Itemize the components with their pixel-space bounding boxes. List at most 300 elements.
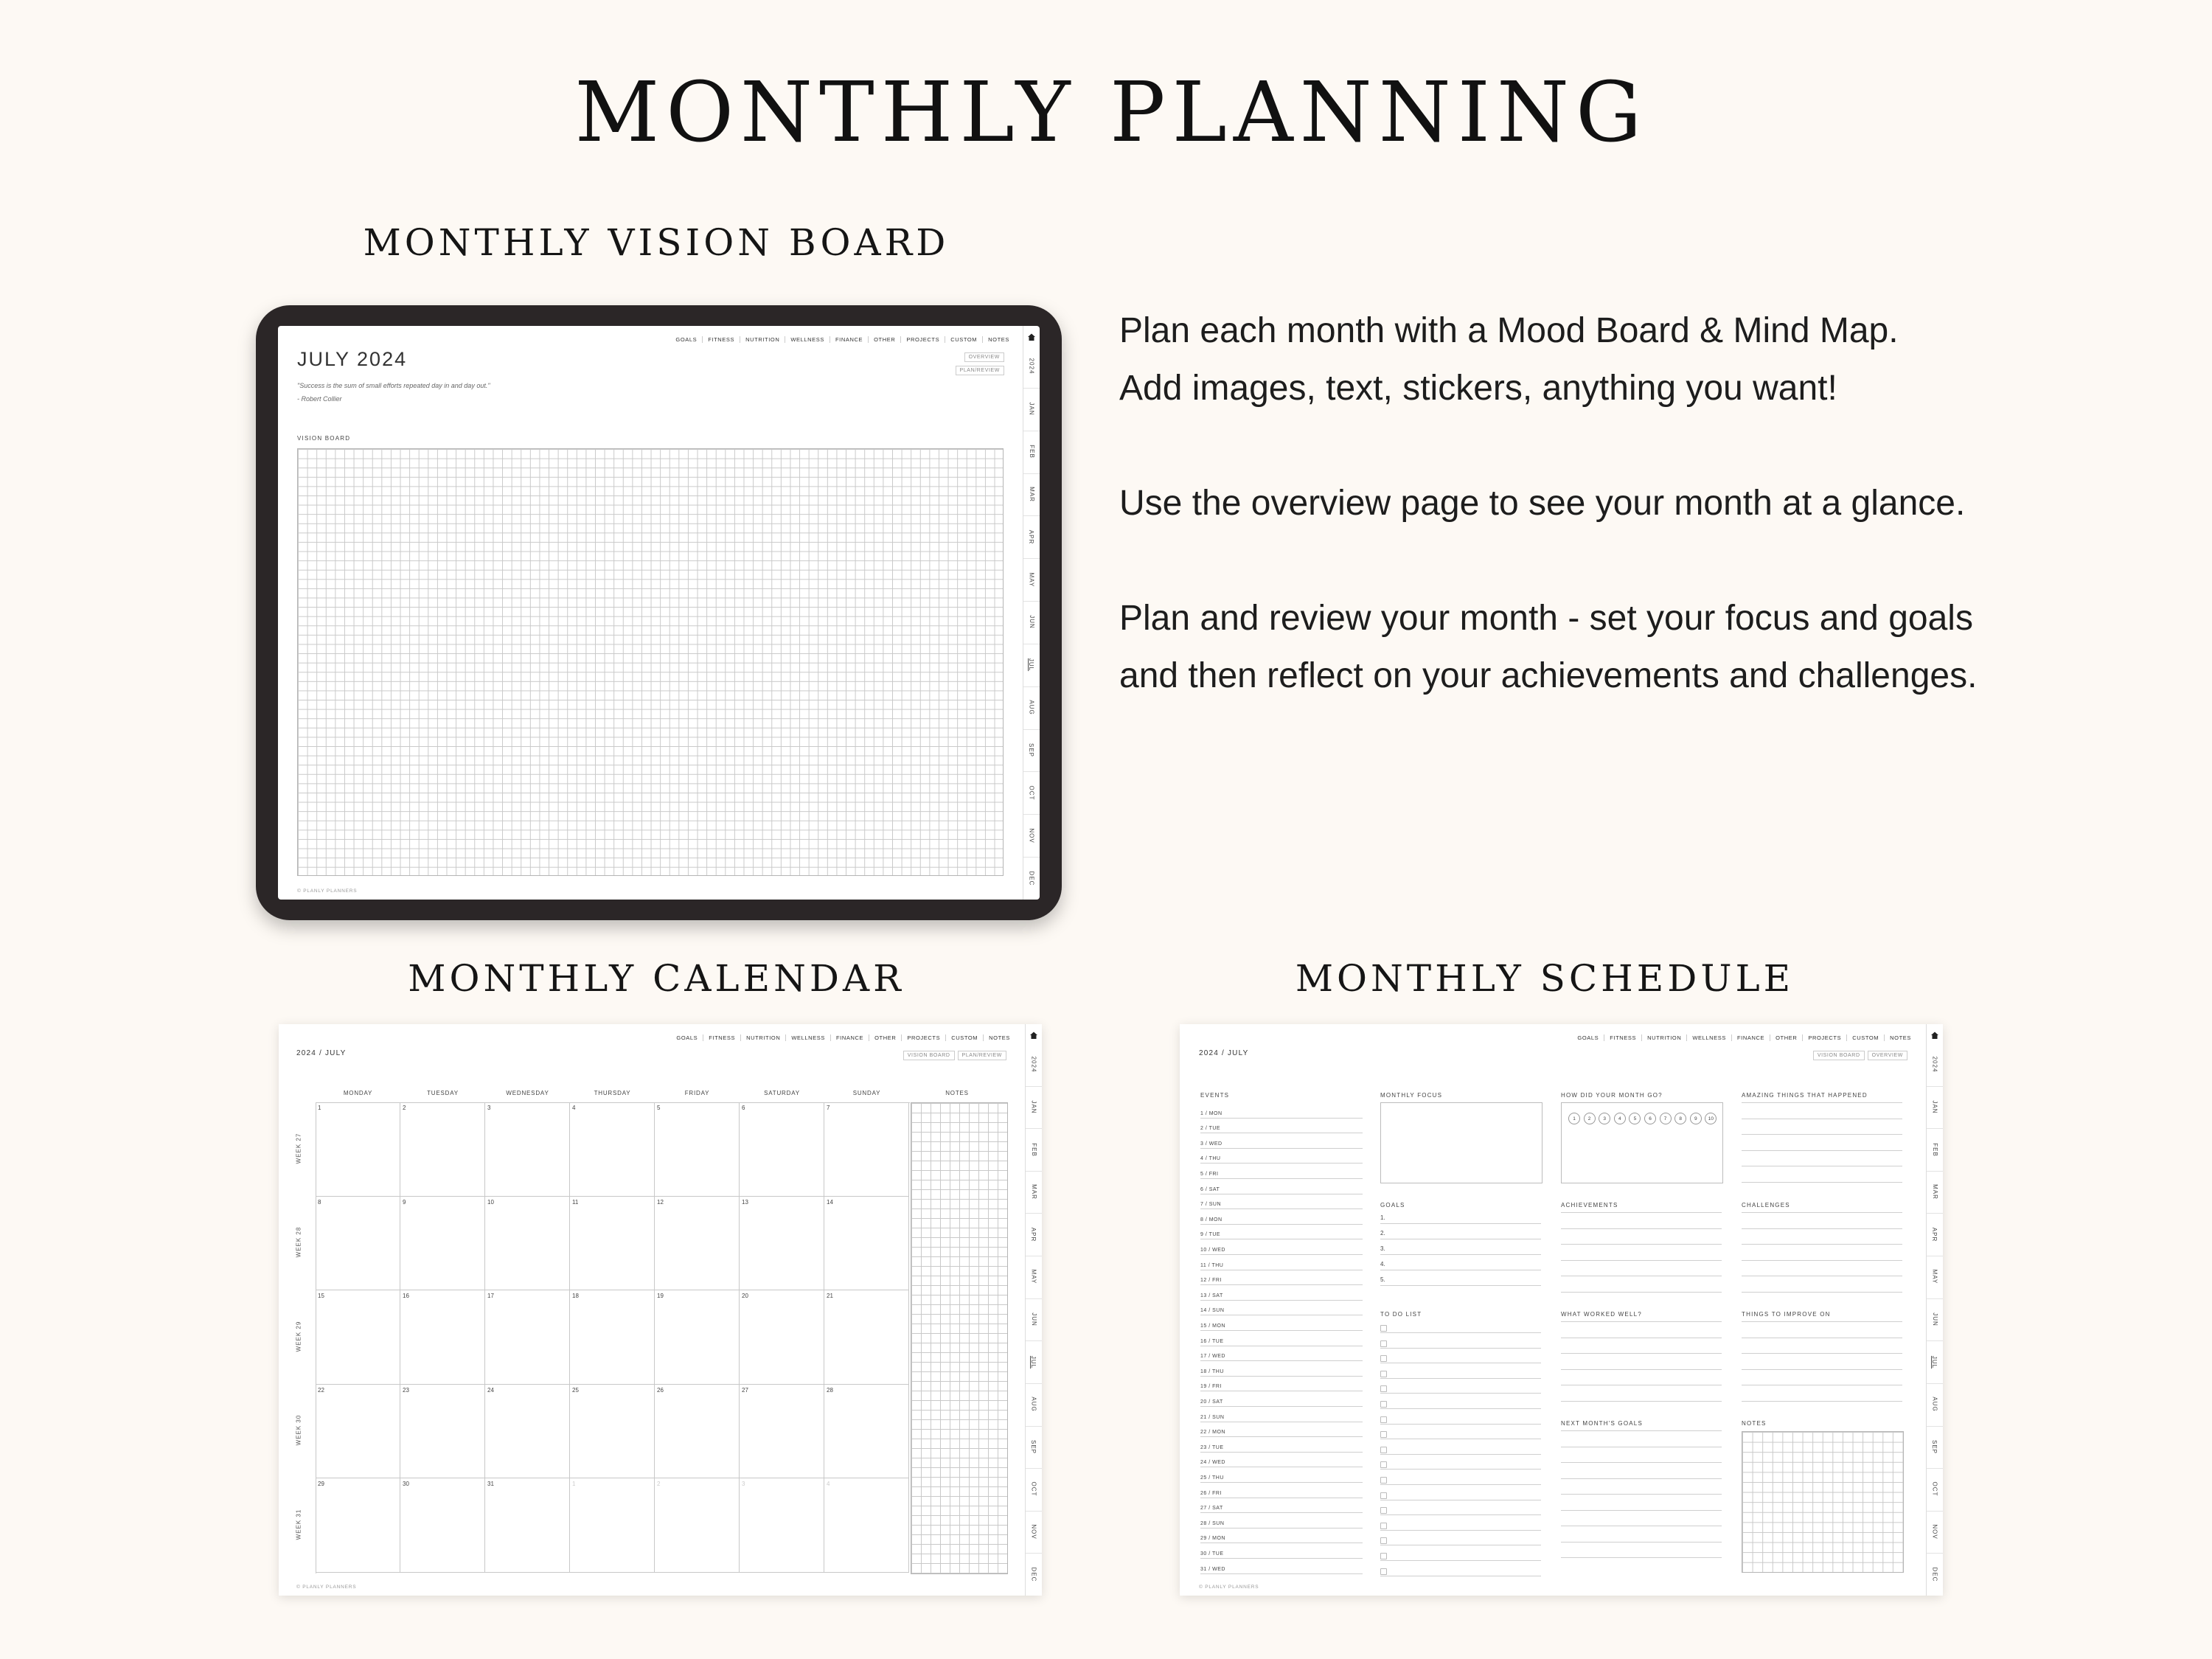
monthly-focus-label: MONTHLY FOCUS bbox=[1380, 1092, 1443, 1099]
improve-line[interactable] bbox=[1742, 1321, 1902, 1322]
side-tab-label: AUG bbox=[1931, 1397, 1938, 1412]
achievement-line[interactable] bbox=[1561, 1212, 1722, 1213]
todo-checkbox[interactable] bbox=[1380, 1568, 1387, 1575]
week-label: WEEK 27 bbox=[295, 1133, 302, 1164]
nav-item-custom[interactable]: CUSTOM bbox=[946, 1034, 984, 1041]
schedule-header: 2024 / JULY bbox=[1199, 1049, 1249, 1057]
todo-checkbox[interactable] bbox=[1380, 1537, 1387, 1544]
day-number: 1 bbox=[572, 1481, 576, 1487]
side-tab-sep[interactable] bbox=[1026, 1426, 1042, 1470]
nav-item-goals[interactable]: GOALS bbox=[671, 1034, 703, 1041]
side-tab-may[interactable] bbox=[1026, 1256, 1042, 1299]
calendar-notes-grid[interactable] bbox=[911, 1102, 1008, 1574]
calendar-day-cell[interactable] bbox=[740, 1197, 824, 1291]
todo-line[interactable] bbox=[1380, 1560, 1541, 1561]
day-number: 31 bbox=[487, 1481, 494, 1487]
calendar-day-cell[interactable] bbox=[485, 1197, 570, 1291]
todo-checkbox[interactable] bbox=[1380, 1477, 1387, 1484]
todo-checkbox[interactable] bbox=[1380, 1447, 1387, 1453]
side-tab-jan[interactable] bbox=[1023, 388, 1040, 431]
day-number: 6 bbox=[742, 1105, 745, 1111]
next-goal-line[interactable] bbox=[1561, 1510, 1722, 1511]
side-tab-jun[interactable] bbox=[1026, 1298, 1042, 1342]
side-tab-jul[interactable] bbox=[1927, 1340, 1943, 1384]
week-label: WEEK 30 bbox=[295, 1414, 302, 1446]
overview-button[interactable]: OVERVIEW bbox=[1868, 1051, 1907, 1060]
side-tab-label: NOV bbox=[1028, 828, 1035, 844]
nav-item-notes[interactable]: NOTES bbox=[989, 1034, 1010, 1041]
month-title: JULY 2024 bbox=[297, 348, 408, 370]
next-goal-line[interactable] bbox=[1561, 1462, 1722, 1463]
day-number: 9 bbox=[403, 1198, 406, 1206]
event-row[interactable] bbox=[1200, 1498, 1363, 1514]
event-row[interactable] bbox=[1200, 1118, 1363, 1134]
side-tab-apr[interactable] bbox=[1026, 1213, 1042, 1256]
event-row[interactable] bbox=[1200, 1254, 1363, 1270]
amazing-line[interactable] bbox=[1742, 1102, 1902, 1103]
todo-line[interactable] bbox=[1380, 1469, 1541, 1470]
achievement-line[interactable] bbox=[1561, 1260, 1722, 1261]
event-row[interactable] bbox=[1200, 1300, 1363, 1316]
event-row[interactable] bbox=[1200, 1208, 1363, 1225]
day-number: 3 bbox=[742, 1481, 745, 1487]
event-date: 7 / SUN bbox=[1200, 1202, 1222, 1208]
todo-checkbox[interactable] bbox=[1380, 1553, 1387, 1559]
event-row[interactable] bbox=[1200, 1376, 1363, 1392]
event-row[interactable] bbox=[1200, 1270, 1363, 1286]
calendar-day-cell[interactable] bbox=[655, 1102, 740, 1197]
todo-checkbox[interactable] bbox=[1380, 1355, 1387, 1362]
side-tab-dec[interactable] bbox=[1927, 1553, 1943, 1596]
side-tab-aug[interactable] bbox=[1927, 1383, 1943, 1427]
side-tab-dec[interactable] bbox=[1026, 1553, 1042, 1596]
nav-item-nutrition[interactable]: NUTRITION bbox=[1642, 1034, 1687, 1041]
side-tab-aug[interactable] bbox=[1026, 1383, 1042, 1427]
side-tab-sep[interactable] bbox=[1927, 1426, 1943, 1470]
home-icon[interactable] bbox=[1029, 1030, 1038, 1039]
todo-line[interactable] bbox=[1380, 1424, 1541, 1425]
goal-line[interactable] bbox=[1380, 1285, 1541, 1286]
event-date: 1 / MON bbox=[1200, 1110, 1222, 1116]
calendar-day-cell[interactable] bbox=[570, 1197, 655, 1291]
day-number: 2 bbox=[403, 1105, 406, 1111]
rating-option[interactable]: 3 bbox=[1599, 1113, 1610, 1124]
nav-item-projects[interactable]: PROJECTS bbox=[1803, 1034, 1847, 1041]
event-row[interactable] bbox=[1200, 1482, 1363, 1498]
calendar-day-cell[interactable] bbox=[485, 1290, 570, 1385]
calendar-day-cell[interactable] bbox=[316, 1197, 400, 1291]
nav-item-finance[interactable]: FINANCE bbox=[830, 336, 869, 343]
rating-option[interactable]: 5 bbox=[1629, 1113, 1641, 1124]
todo-checkbox[interactable] bbox=[1380, 1461, 1387, 1468]
nav-item-projects[interactable]: PROJECTS bbox=[902, 1034, 946, 1041]
side-tab-apr[interactable] bbox=[1927, 1213, 1943, 1256]
desc-line: Plan each month with a Mood Board & Mind Map. bbox=[1119, 311, 1899, 350]
event-row[interactable] bbox=[1200, 1558, 1363, 1574]
calendar-day-cell[interactable] bbox=[824, 1102, 909, 1197]
calendar-day-cell[interactable] bbox=[400, 1478, 485, 1573]
side-tab-feb[interactable] bbox=[1927, 1128, 1943, 1172]
nav-item-fitness[interactable]: FITNESS bbox=[703, 336, 740, 343]
vision-board-button[interactable]: VISION BOARD bbox=[903, 1051, 955, 1060]
calendar-day-cell[interactable] bbox=[740, 1102, 824, 1197]
event-row[interactable] bbox=[1200, 1452, 1363, 1468]
rating-option[interactable]: 7 bbox=[1660, 1113, 1672, 1124]
worked-line[interactable] bbox=[1561, 1353, 1722, 1354]
day-number: 21 bbox=[827, 1293, 833, 1299]
calendar-day-cell[interactable] bbox=[400, 1197, 485, 1291]
todo-checkbox[interactable] bbox=[1380, 1416, 1387, 1423]
event-row[interactable] bbox=[1200, 1102, 1363, 1119]
side-tab-jul[interactable] bbox=[1023, 644, 1040, 687]
todo-checkbox[interactable] bbox=[1380, 1385, 1387, 1392]
event-row[interactable] bbox=[1200, 1512, 1363, 1528]
todo-checkbox[interactable] bbox=[1380, 1507, 1387, 1514]
event-row[interactable] bbox=[1200, 1163, 1363, 1179]
calendar-day-cell[interactable] bbox=[485, 1478, 570, 1573]
schedule-page bbox=[1180, 1024, 1943, 1596]
weekday-header: FRIDAY bbox=[684, 1090, 710, 1096]
side-tab-oct[interactable] bbox=[1927, 1468, 1943, 1512]
side-tab-aug[interactable] bbox=[1023, 686, 1040, 730]
side-tab-label: OCT bbox=[1028, 785, 1035, 801]
achievement-line[interactable] bbox=[1561, 1244, 1722, 1245]
event-date: 23 / TUE bbox=[1200, 1444, 1224, 1450]
amazing-label: AMAZING THINGS THAT HAPPENED bbox=[1742, 1092, 1868, 1099]
rating-option[interactable]: 10 bbox=[1705, 1113, 1717, 1124]
day-number: 14 bbox=[827, 1198, 833, 1206]
side-tab-oct[interactable] bbox=[1023, 771, 1040, 815]
todo-line[interactable] bbox=[1380, 1484, 1541, 1485]
event-row[interactable] bbox=[1200, 1148, 1363, 1164]
next-goal-line[interactable] bbox=[1561, 1542, 1722, 1543]
event-row[interactable] bbox=[1200, 1346, 1363, 1362]
calendar-day-cell[interactable] bbox=[570, 1102, 655, 1197]
day-number: 3 bbox=[487, 1105, 491, 1111]
side-tab-2024[interactable] bbox=[1026, 1043, 1042, 1087]
calendar-day-cell[interactable] bbox=[655, 1197, 740, 1291]
calendar-day-cell[interactable] bbox=[400, 1385, 485, 1479]
nav-item-custom[interactable]: CUSTOM bbox=[1847, 1034, 1885, 1041]
todo-checkbox[interactable] bbox=[1380, 1325, 1387, 1332]
day-number: 4 bbox=[827, 1481, 830, 1487]
nav-item-other[interactable]: OTHER bbox=[1770, 1034, 1803, 1041]
side-tab-sep[interactable] bbox=[1023, 729, 1040, 773]
todo-checkbox[interactable] bbox=[1380, 1401, 1387, 1408]
calendar-page bbox=[279, 1024, 1042, 1596]
event-date: 21 / SUN bbox=[1200, 1414, 1225, 1420]
event-date: 13 / SAT bbox=[1200, 1293, 1223, 1298]
side-tab-apr[interactable] bbox=[1023, 515, 1040, 559]
nav-item-finance[interactable]: FINANCE bbox=[1732, 1034, 1770, 1041]
event-date: 19 / FRI bbox=[1200, 1384, 1222, 1390]
event-row[interactable] bbox=[1200, 1330, 1363, 1346]
side-tab-label: 2024 bbox=[1931, 1056, 1938, 1073]
next-goal-line[interactable] bbox=[1561, 1557, 1722, 1558]
event-row[interactable] bbox=[1200, 1133, 1363, 1149]
improve-line[interactable] bbox=[1742, 1369, 1902, 1370]
tablet-frame bbox=[256, 305, 1062, 920]
day-number: 19 bbox=[657, 1293, 664, 1299]
day-number: 24 bbox=[487, 1386, 494, 1394]
side-tab-label: 2024 bbox=[1030, 1056, 1037, 1073]
todo-line[interactable] bbox=[1380, 1408, 1541, 1409]
day-number: 17 bbox=[487, 1293, 494, 1299]
next-goals-label: NEXT MONTH'S GOALS bbox=[1561, 1420, 1643, 1427]
day-number: 25 bbox=[572, 1386, 579, 1394]
todo-checkbox[interactable] bbox=[1380, 1371, 1387, 1377]
calendar-day-cell[interactable] bbox=[316, 1290, 400, 1385]
challenge-line[interactable] bbox=[1742, 1228, 1902, 1229]
event-row[interactable] bbox=[1200, 1391, 1363, 1407]
nav-item-wellness[interactable]: WELLNESS bbox=[1687, 1034, 1732, 1041]
amazing-line[interactable] bbox=[1742, 1182, 1902, 1183]
side-tab-jan[interactable] bbox=[1026, 1086, 1042, 1130]
side-tab-label: JUL bbox=[1028, 658, 1035, 672]
vision-board-label: VISION BOARD bbox=[297, 435, 351, 442]
todo-line[interactable] bbox=[1380, 1514, 1541, 1515]
todo-line[interactable] bbox=[1380, 1454, 1541, 1455]
side-tab-feb[interactable] bbox=[1023, 431, 1040, 474]
event-date: 20 / SAT bbox=[1200, 1399, 1223, 1405]
amazing-line[interactable] bbox=[1742, 1134, 1902, 1135]
challenge-line[interactable] bbox=[1742, 1292, 1902, 1293]
home-icon[interactable] bbox=[1930, 1030, 1939, 1039]
todo-checkbox[interactable] bbox=[1380, 1431, 1387, 1438]
side-tab-label: MAR bbox=[1931, 1184, 1938, 1200]
goal-number: 4. bbox=[1380, 1261, 1385, 1267]
calendar-day-cell[interactable] bbox=[570, 1385, 655, 1479]
side-tab-nov[interactable] bbox=[1927, 1511, 1943, 1554]
nav-item-nutrition[interactable]: NUTRITION bbox=[740, 336, 785, 343]
plan-review-button[interactable]: PLAN/REVIEW bbox=[958, 1051, 1006, 1060]
event-row[interactable] bbox=[1200, 1360, 1363, 1377]
day-number: 12 bbox=[657, 1198, 664, 1206]
event-row[interactable] bbox=[1200, 1284, 1363, 1301]
side-tab-label: AUG bbox=[1030, 1397, 1037, 1412]
goal-line[interactable] bbox=[1380, 1254, 1541, 1255]
event-date: 31 / WED bbox=[1200, 1566, 1225, 1572]
side-tab-label: MAY bbox=[1931, 1269, 1938, 1284]
improve-label: THINGS TO IMPROVE ON bbox=[1742, 1311, 1831, 1318]
day-number: 10 bbox=[487, 1198, 494, 1206]
day-number: 29 bbox=[318, 1481, 324, 1487]
rating-option[interactable]: 4 bbox=[1614, 1113, 1626, 1124]
next-goal-line[interactable] bbox=[1561, 1494, 1722, 1495]
calendar-day-cell[interactable] bbox=[400, 1290, 485, 1385]
side-tab-jun[interactable] bbox=[1927, 1298, 1943, 1342]
nav-item-wellness[interactable]: WELLNESS bbox=[786, 1034, 831, 1041]
nav-item-custom[interactable]: CUSTOM bbox=[945, 336, 983, 343]
side-tab-label: OCT bbox=[1030, 1481, 1037, 1497]
week-label: WEEK 31 bbox=[295, 1509, 302, 1540]
amazing-line[interactable] bbox=[1742, 1150, 1902, 1151]
calendar-day-cell[interactable] bbox=[316, 1102, 400, 1197]
todo-checkbox[interactable] bbox=[1380, 1523, 1387, 1529]
next-goal-line[interactable] bbox=[1561, 1478, 1722, 1479]
day-number: 13 bbox=[742, 1198, 748, 1206]
vision-board-button[interactable]: VISION BOARD bbox=[1813, 1051, 1865, 1060]
worked-line[interactable] bbox=[1561, 1369, 1722, 1370]
event-row[interactable] bbox=[1200, 1406, 1363, 1422]
nav-item-other[interactable]: OTHER bbox=[869, 336, 901, 343]
calendar-day-cell[interactable] bbox=[740, 1478, 824, 1573]
nav-item-goals[interactable]: GOALS bbox=[670, 336, 703, 343]
calendar-day-cell[interactable] bbox=[655, 1385, 740, 1479]
notes-grid[interactable] bbox=[1742, 1431, 1904, 1573]
achievement-line[interactable] bbox=[1561, 1228, 1722, 1229]
side-tab-oct[interactable] bbox=[1026, 1468, 1042, 1512]
worked-line[interactable] bbox=[1561, 1401, 1722, 1402]
side-tab-may[interactable] bbox=[1927, 1256, 1943, 1299]
side-tab-label: AUG bbox=[1028, 700, 1035, 715]
day-number: 16 bbox=[403, 1293, 409, 1299]
side-tab-jun[interactable] bbox=[1023, 601, 1040, 644]
event-date: 22 / MON bbox=[1200, 1430, 1225, 1436]
worked-line[interactable] bbox=[1561, 1321, 1722, 1322]
rating-option[interactable]: 1 bbox=[1568, 1113, 1580, 1124]
event-row[interactable] bbox=[1200, 1422, 1363, 1438]
nav-item-fitness[interactable]: FITNESS bbox=[1604, 1034, 1642, 1041]
vision-board-grid[interactable] bbox=[297, 448, 1004, 876]
nav-item-other[interactable]: OTHER bbox=[869, 1034, 902, 1041]
calendar-day-cell[interactable] bbox=[740, 1385, 824, 1479]
day-number: 11 bbox=[572, 1198, 579, 1206]
achievements-label: ACHIEVEMENTS bbox=[1561, 1202, 1618, 1208]
event-date: 2 / TUE bbox=[1200, 1126, 1221, 1132]
day-number: 23 bbox=[403, 1386, 409, 1394]
plan-review-button[interactable]: PLAN/REVIEW bbox=[956, 366, 1004, 375]
nav-item-projects[interactable]: PROJECTS bbox=[901, 336, 945, 343]
challenge-line[interactable] bbox=[1742, 1244, 1902, 1245]
calendar-day-cell[interactable] bbox=[824, 1385, 909, 1479]
home-icon[interactable] bbox=[1027, 332, 1036, 341]
side-tab-may[interactable] bbox=[1023, 558, 1040, 602]
nav-item-notes[interactable]: NOTES bbox=[1890, 1034, 1911, 1041]
todo-line[interactable] bbox=[1380, 1332, 1541, 1333]
calendar-day-cell[interactable] bbox=[570, 1478, 655, 1573]
calendar-day-cell[interactable] bbox=[485, 1102, 570, 1197]
calendar-header: 2024 / JULY bbox=[296, 1049, 347, 1057]
event-row[interactable] bbox=[1200, 1194, 1363, 1210]
event-row[interactable] bbox=[1200, 1543, 1363, 1559]
desc-line: Use the overview page to see your month at a glance. bbox=[1119, 484, 1966, 523]
rating-option[interactable]: 8 bbox=[1674, 1113, 1686, 1124]
side-tab-2024[interactable] bbox=[1023, 345, 1040, 389]
side-tab-2024[interactable] bbox=[1927, 1043, 1943, 1087]
top-nav bbox=[671, 1034, 1015, 1041]
section-title-schedule: MONTHLY SCHEDULE bbox=[1295, 957, 1795, 1000]
nav-item-notes[interactable]: NOTES bbox=[988, 336, 1009, 343]
event-row[interactable] bbox=[1200, 1315, 1363, 1331]
side-tab-label: DEC bbox=[1030, 1567, 1037, 1582]
nav-item-wellness[interactable]: WELLNESS bbox=[785, 336, 830, 343]
side-tab-label: MAR bbox=[1030, 1184, 1037, 1200]
footer: © PLANLY PLANNERS bbox=[297, 888, 358, 894]
calendar-day-cell[interactable] bbox=[655, 1478, 740, 1573]
event-row[interactable] bbox=[1200, 1178, 1363, 1194]
calendar-day-cell[interactable] bbox=[655, 1290, 740, 1385]
rating-option[interactable]: 2 bbox=[1584, 1113, 1596, 1124]
monthly-focus-box[interactable] bbox=[1380, 1102, 1543, 1183]
calendar-day-cell[interactable] bbox=[485, 1385, 570, 1479]
todo-label: TO DO LIST bbox=[1380, 1311, 1422, 1318]
event-date: 26 / FRI bbox=[1200, 1490, 1222, 1496]
calendar-day-cell[interactable] bbox=[824, 1197, 909, 1291]
calendar-day-cell[interactable] bbox=[400, 1102, 485, 1197]
challenge-line[interactable] bbox=[1742, 1260, 1902, 1261]
day-number: 22 bbox=[318, 1386, 324, 1394]
side-tab-mar[interactable] bbox=[1023, 473, 1040, 517]
weekday-header: SUNDAY bbox=[852, 1090, 881, 1096]
achievement-line[interactable] bbox=[1561, 1292, 1722, 1293]
nav-item-finance[interactable]: FINANCE bbox=[831, 1034, 869, 1041]
nav-item-goals[interactable]: GOALS bbox=[1572, 1034, 1604, 1041]
rating-option[interactable]: 9 bbox=[1690, 1113, 1702, 1124]
calendar-day-cell[interactable] bbox=[316, 1385, 400, 1479]
event-row[interactable] bbox=[1200, 1224, 1363, 1240]
calendar-day-cell[interactable] bbox=[316, 1478, 400, 1573]
event-date: 3 / WED bbox=[1200, 1141, 1222, 1147]
overview-button[interactable]: OVERVIEW bbox=[964, 352, 1004, 362]
side-tab-nov[interactable] bbox=[1023, 814, 1040, 858]
side-tab-nov[interactable] bbox=[1026, 1511, 1042, 1554]
event-row[interactable] bbox=[1200, 1467, 1363, 1483]
calendar-day-cell[interactable] bbox=[824, 1478, 909, 1573]
todo-line[interactable] bbox=[1380, 1530, 1541, 1531]
side-tab-dec[interactable] bbox=[1023, 857, 1040, 900]
side-tab-label: NOV bbox=[1030, 1524, 1037, 1540]
todo-checkbox[interactable] bbox=[1380, 1492, 1387, 1499]
side-tab-label: JAN bbox=[1931, 1100, 1938, 1114]
event-row[interactable] bbox=[1200, 1436, 1363, 1453]
day-number: 28 bbox=[827, 1386, 833, 1394]
nav-item-fitness[interactable]: FITNESS bbox=[703, 1034, 741, 1041]
day-number: 26 bbox=[657, 1386, 664, 1394]
side-tab-mar[interactable] bbox=[1927, 1171, 1943, 1214]
improve-line[interactable] bbox=[1742, 1353, 1902, 1354]
goal-line[interactable] bbox=[1380, 1223, 1541, 1224]
events-label: EVENTS bbox=[1200, 1092, 1230, 1099]
side-tabs bbox=[1023, 326, 1040, 900]
calendar-day-cell[interactable] bbox=[570, 1290, 655, 1385]
todo-line[interactable] bbox=[1380, 1348, 1541, 1349]
nav-item-nutrition[interactable]: NUTRITION bbox=[741, 1034, 786, 1041]
goal-number: 1. bbox=[1380, 1214, 1385, 1221]
next-goal-line[interactable] bbox=[1561, 1430, 1722, 1431]
improve-line[interactable] bbox=[1742, 1401, 1902, 1402]
side-tab-feb[interactable] bbox=[1026, 1128, 1042, 1172]
side-tab-label: OCT bbox=[1931, 1481, 1938, 1497]
event-date: 8 / MON bbox=[1200, 1217, 1222, 1222]
side-tab-label: JUL bbox=[1931, 1355, 1938, 1368]
calendar-day-cell[interactable] bbox=[740, 1290, 824, 1385]
todo-line[interactable] bbox=[1380, 1393, 1541, 1394]
side-tab-mar[interactable] bbox=[1026, 1171, 1042, 1214]
event-date: 5 / FRI bbox=[1200, 1171, 1219, 1177]
weekday-header: THURSDAY bbox=[594, 1090, 631, 1096]
side-tab-jul[interactable] bbox=[1026, 1340, 1042, 1384]
todo-checkbox[interactable] bbox=[1380, 1340, 1387, 1347]
calendar-day-cell[interactable] bbox=[824, 1290, 909, 1385]
side-tab-jan[interactable] bbox=[1927, 1086, 1943, 1130]
todo-line[interactable] bbox=[1380, 1378, 1541, 1379]
rating-option[interactable]: 6 bbox=[1644, 1113, 1656, 1124]
event-row[interactable] bbox=[1200, 1528, 1363, 1544]
challenge-line[interactable] bbox=[1742, 1212, 1902, 1213]
day-number: 20 bbox=[742, 1293, 748, 1299]
event-row[interactable] bbox=[1200, 1239, 1363, 1255]
